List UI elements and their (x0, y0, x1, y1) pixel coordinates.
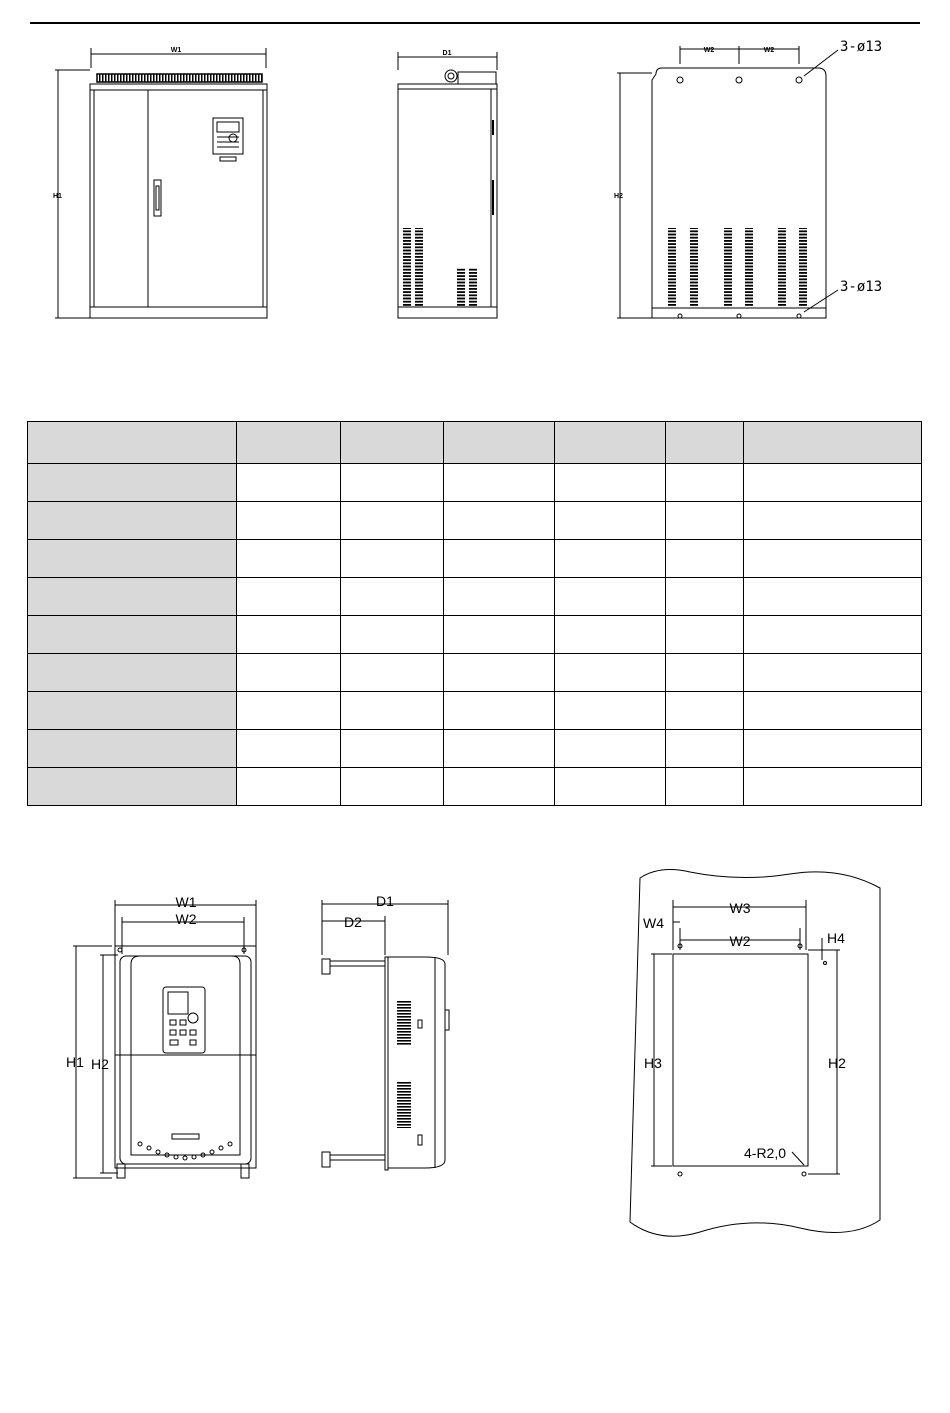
label-w4: W4 (643, 915, 664, 931)
label-d2: D2 (344, 914, 362, 930)
table-header-cell (666, 422, 744, 464)
side-vent-slots (397, 1000, 411, 1128)
label-w2-left: W2 (703, 47, 715, 54)
label-h2: H2 (91, 1056, 109, 1072)
label-w3: W3 (729, 900, 751, 916)
label-w1: W1 (175, 894, 197, 910)
wallmount-drawing-bottom (0, 860, 950, 1260)
label-radius: 4-R2,0 (744, 1145, 787, 1161)
table-row-header (28, 730, 237, 768)
table-row-header (28, 616, 237, 654)
table-row-header (28, 502, 237, 540)
label-h2-mount: H2 (828, 1055, 846, 1071)
label-d1: D1 (376, 893, 394, 909)
table-header-cell (444, 422, 555, 464)
mounting-template (630, 870, 880, 1237)
label-h2: H2 (614, 193, 623, 200)
table-row (28, 578, 922, 616)
table-header-cell (237, 422, 341, 464)
table-row (28, 654, 922, 692)
label-h4: H4 (827, 930, 845, 946)
table-row-header (28, 464, 237, 502)
table-header-cell (744, 422, 922, 464)
vent-slots (403, 228, 807, 306)
cabinet-drawing-top (0, 0, 950, 340)
label-holes-bottom: 3-ø13 (840, 279, 883, 295)
table-row-header (28, 540, 237, 578)
table-row (28, 616, 922, 654)
dimension-table (27, 421, 922, 806)
table-header-cell (28, 422, 237, 464)
label-w1: W1 (170, 47, 182, 54)
label-w2-mount: W2 (729, 933, 751, 949)
table-row (28, 692, 922, 730)
table-row (28, 464, 922, 502)
table-row (28, 730, 922, 768)
table-header-cell (555, 422, 666, 464)
table-row-header (28, 578, 237, 616)
label-h1: H1 (66, 1054, 84, 1070)
label-h1: H1 (53, 193, 62, 200)
cabinet-front-view (55, 48, 267, 318)
table-row (28, 502, 922, 540)
table-row (28, 540, 922, 578)
front-dots (138, 1142, 232, 1160)
label-w2-right: W2 (763, 47, 775, 54)
label-holes-top: 3-ø13 (840, 39, 883, 55)
table-row-header (28, 768, 237, 806)
label-w2: W2 (175, 911, 197, 927)
table-row (28, 768, 922, 806)
cabinet-side-view (398, 52, 497, 318)
table-header-cell (341, 422, 444, 464)
table-header-row (28, 422, 922, 464)
drive-side-view (322, 900, 449, 1170)
label-h3: H3 (644, 1055, 662, 1071)
table-row-header (28, 654, 237, 692)
drive-front-view (73, 900, 256, 1178)
label-d1: D1 (442, 50, 452, 57)
table-row-header (28, 692, 237, 730)
